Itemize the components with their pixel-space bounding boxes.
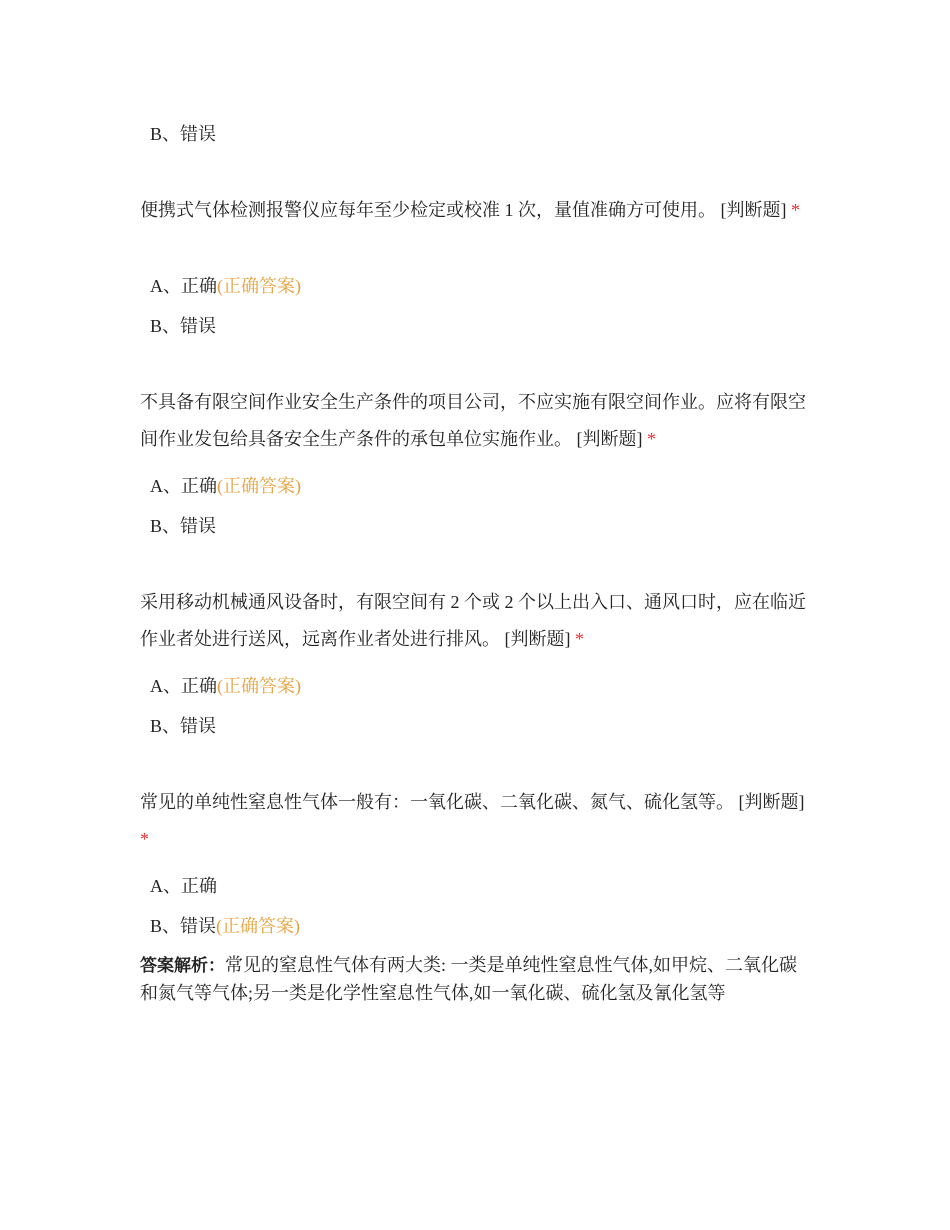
- correct-answer-tag: (正确答案): [217, 676, 301, 696]
- question-text: 便携式气体检测报警仪应每年至少检定或校准 1 次，量值准确方可使用。: [140, 200, 716, 220]
- q2-option-a[interactable]: [150, 473, 301, 499]
- option-label: B、错误: [150, 124, 217, 144]
- option-b-previous[interactable]: [150, 121, 216, 147]
- correct-answer-tag: (正确答案): [217, 476, 301, 496]
- question-2: [140, 384, 812, 458]
- q2-option-b[interactable]: [150, 513, 216, 539]
- question-type: [判断题]: [720, 200, 787, 220]
- option-label: B、错误: [150, 316, 217, 336]
- required-star: *: [647, 429, 656, 449]
- question-text: 常见的单纯性窒息性气体一般有：一氧化碳、二氧化碳、氮气、硫化氢等。: [140, 792, 734, 812]
- q1-option-b[interactable]: [150, 313, 216, 339]
- q4-option-a[interactable]: [150, 873, 217, 899]
- option-label: A、正确: [150, 676, 217, 696]
- analysis-text: 常见的窒息性气体有两大类: 一类是单纯性窒息性气体,如甲烷、二氧化碳和氮气等气体;另一类是化学性窒息性气体,如一氧化碳、硫化氢及氰化氢等: [140, 955, 797, 1003]
- question-4: [140, 784, 812, 858]
- question-type: [判断题]: [504, 629, 571, 649]
- option-label: A、正确: [150, 476, 217, 496]
- option-label: B、错误: [150, 716, 217, 736]
- question-3: [140, 584, 812, 658]
- q4-option-b[interactable]: [150, 913, 300, 939]
- question-text: 不具备有限空间作业安全生产条件的项目公司，不应实施有限空间作业。应将有限空间作业发包给具备安全生产条件的承包单位实施作业。: [140, 392, 806, 449]
- answer-analysis: [140, 952, 812, 1007]
- q3-option-b[interactable]: [150, 713, 216, 739]
- required-star: *: [140, 829, 149, 849]
- required-star: *: [575, 629, 584, 649]
- option-label: B、错误: [150, 916, 217, 936]
- question-text: 采用移动机械通风设备时，有限空间有 2 个或 2 个以上出入口、通风口时，应在临近作业者处进行送风，远离作业者处进行排风。: [140, 592, 806, 649]
- option-label: A、正确: [150, 876, 217, 896]
- option-label: A、正确: [150, 276, 217, 296]
- question-type: [判断题]: [576, 429, 643, 449]
- analysis-label: 答案解析：: [140, 956, 225, 976]
- option-label: B、错误: [150, 516, 217, 536]
- question-type: [判断题]: [738, 792, 805, 812]
- correct-answer-tag: (正确答案): [216, 916, 301, 936]
- q3-option-a[interactable]: [150, 673, 301, 699]
- required-star: *: [791, 200, 800, 220]
- correct-answer-tag: (正确答案): [217, 276, 301, 296]
- question-1: [140, 192, 812, 229]
- q1-option-a[interactable]: [150, 273, 301, 299]
